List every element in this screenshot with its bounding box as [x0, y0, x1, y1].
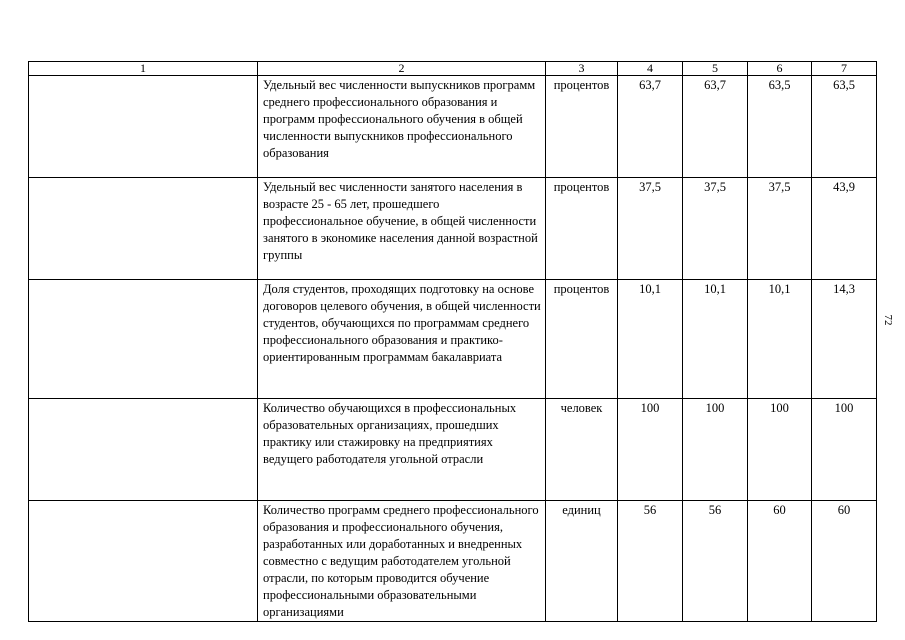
table-row	[29, 501, 877, 622]
unit-cell: человек	[546, 399, 618, 501]
indicator-description: Количество программ среднего профессионального образования и профессионального обучения, разработанных или доработанных и внедренных совместно с ведущим работодателем угольной отрасли, по которым проводится обучение профессиональными образовательными организациями	[258, 501, 546, 622]
column-number: 4	[618, 62, 683, 76]
page-number: 72	[882, 314, 894, 326]
program-cell	[29, 76, 258, 178]
column-number-row	[29, 62, 877, 76]
column-number: 7	[812, 62, 877, 76]
value-cell: 14,3	[812, 280, 877, 399]
table-row	[29, 178, 877, 280]
unit-cell: единиц	[546, 501, 618, 622]
table-row	[29, 280, 877, 399]
value-cell: 100	[683, 399, 748, 501]
value-cell: 63,5	[748, 76, 812, 178]
table-row	[29, 76, 877, 178]
value-cell: 60	[748, 501, 812, 622]
value-cell: 43,9	[812, 178, 877, 280]
value-cell: 63,7	[618, 76, 683, 178]
table-row	[29, 399, 877, 501]
value-cell: 10,1	[748, 280, 812, 399]
indicator-description: Удельный вес численности занятого населения в возрасте 25 - 65 лет, прошедшего профессиональное обучение, в общей численности занятого в экономике населения данной возрастной группы	[258, 178, 546, 280]
column-number: 3	[546, 62, 618, 76]
value-cell: 56	[683, 501, 748, 622]
column-number: 2	[258, 62, 546, 76]
unit-cell: процентов	[546, 76, 618, 178]
value-cell: 63,5	[812, 76, 877, 178]
value-cell: 37,5	[618, 178, 683, 280]
value-cell: 60	[812, 501, 877, 622]
value-cell: 100	[618, 399, 683, 501]
value-cell: 37,5	[683, 178, 748, 280]
column-number: 5	[683, 62, 748, 76]
unit-cell: процентов	[546, 280, 618, 399]
unit-cell: процентов	[546, 178, 618, 280]
column-number: 6	[748, 62, 812, 76]
indicator-description: Доля студентов, проходящих подготовку на основе договоров целевого обучения, в общей численности студентов, обучающихся по программам среднего профессионального образования и практико-ориентированным программам бакалавриата	[258, 280, 546, 399]
program-cell	[29, 178, 258, 280]
indicators-table	[28, 61, 877, 622]
program-cell	[29, 399, 258, 501]
indicator-description: Количество обучающихся в профессиональных образовательных организациях, прошедших практику или стажировку на предприятиях ведущего работодателя угольной отрасли	[258, 399, 546, 501]
value-cell: 56	[618, 501, 683, 622]
program-cell	[29, 280, 258, 399]
value-cell: 10,1	[683, 280, 748, 399]
program-cell	[29, 501, 258, 622]
column-number: 1	[29, 62, 258, 76]
value-cell: 37,5	[748, 178, 812, 280]
indicator-description: Удельный вес численности выпускников программ среднего профессионального образования и программ профессионального обучения в общей численности выпускников профессионального образования	[258, 76, 546, 178]
value-cell: 100	[748, 399, 812, 501]
value-cell: 63,7	[683, 76, 748, 178]
value-cell: 10,1	[618, 280, 683, 399]
value-cell: 100	[812, 399, 877, 501]
